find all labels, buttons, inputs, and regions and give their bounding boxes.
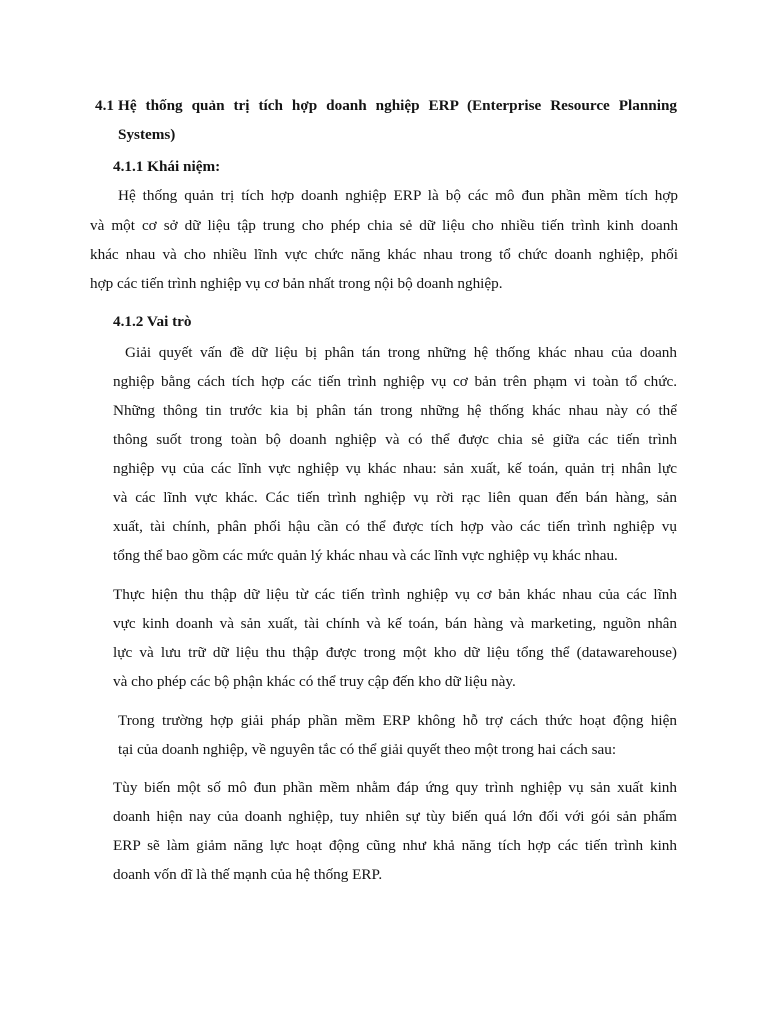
- paragraph-line: Thực hiện thu thập dữ liệu từ các tiến trình nghiệp vụ cơ bản khác nhau của các lĩnh: [113, 586, 677, 603]
- paragraph-line: xuất, tài chính, phân phối hậu cần có thể được tích hợp vào các tiến trình nghiệp vụ: [113, 518, 677, 535]
- paragraph-line: doanh hiện nay của doanh nghiệp, tuy nhiên sự tùy biến quá lớn đối với gói sản phẩm: [113, 808, 677, 825]
- paragraph-line: Giải quyết vấn đề dữ liệu bị phân tán trong những hệ thống khác nhau của doanh: [125, 344, 677, 361]
- paragraph-line: vực kinh doanh và sản xuất, tài chính và kế toán, bán hàng và marketing, nguồn nhân: [113, 615, 677, 632]
- paragraph-line: và một cơ sở dữ liệu tập trung cho phép chia sẻ dữ liệu cho nhiều tiến trình kinh doanh: [90, 217, 678, 234]
- subsection-heading-concept: 4.1.1 Khái niệm:: [113, 158, 221, 175]
- paragraph-line: Hệ thống quản trị tích hợp doanh nghiệp ERP là bộ các mô đun phần mềm tích hợp: [118, 187, 678, 204]
- paragraph-line: Tùy biến một số mô đun phần mềm nhằm đáp ứng quy trình nghiệp vụ sản xuất kinh: [113, 779, 677, 796]
- paragraph-line: ERP sẽ làm giảm năng lực hoạt động cũng như khả năng tích hợp các tiến trình kinh: [113, 837, 677, 854]
- section-title-line-2: Systems): [118, 126, 176, 143]
- paragraph-line: thông suốt trong toàn bộ doanh nghiệp và có thể được chia sẻ giữa các tiến trình: [113, 431, 677, 448]
- paragraph-line: và các lĩnh vực khác. Các tiến trình nghiệp vụ rời rạc liên quan đến bán hàng, sản: [113, 489, 677, 506]
- paragraph-line: Những thông tin trước kia bị phân tán trong những hệ thống khác nhau này có thể: [113, 402, 677, 419]
- paragraph-line: và cho phép các bộ phận khác có thể truy cập đến kho dữ liệu này.: [113, 673, 516, 690]
- section-number: 4.1: [95, 97, 114, 114]
- paragraph-line: nghiệp bằng cách tích hợp các tiến trình nghiệp vụ cơ bản trên phạm vi toàn tổ chức.: [113, 373, 677, 390]
- subsection-heading-role: 4.1.2 Vai trò: [113, 313, 192, 330]
- paragraph-line: khác nhau và cho nhiều lĩnh vực chức năng khác nhau trong tổ chức doanh nghiệp, phối: [90, 246, 678, 263]
- paragraph-line: Trong trường hợp giải pháp phần mềm ERP không hỗ trợ cách thức hoạt động hiện: [118, 712, 677, 729]
- section-title-line-1: Hệ thống quản trị tích hợp doanh nghiệp ERP (Enterprise Resource Planning: [118, 97, 677, 114]
- paragraph-line: doanh vốn dĩ là thế mạnh của hệ thống ERP.: [113, 866, 383, 883]
- paragraph-line: tổng thể bao gồm các mức quản lý khác nhau và các lĩnh vực nghiệp vụ khác nhau.: [113, 547, 618, 564]
- paragraph-line: tại của doanh nghiệp, về nguyên tắc có thể giải quyết theo một trong hai cách sau:: [118, 741, 617, 758]
- paragraph-line: nghiệp vụ của các lĩnh vực nghiệp vụ khác nhau: sản xuất, kế toán, quản trị nhân lực: [113, 460, 677, 477]
- paragraph-line: hợp các tiến trình nghiệp vụ cơ bản nhất trong nội bộ doanh nghiệp.: [90, 275, 503, 292]
- paragraph-line: lực và lưu trữ dữ liệu thu thập được trong một kho dữ liệu tổng thể (datawarehouse): [113, 644, 677, 661]
